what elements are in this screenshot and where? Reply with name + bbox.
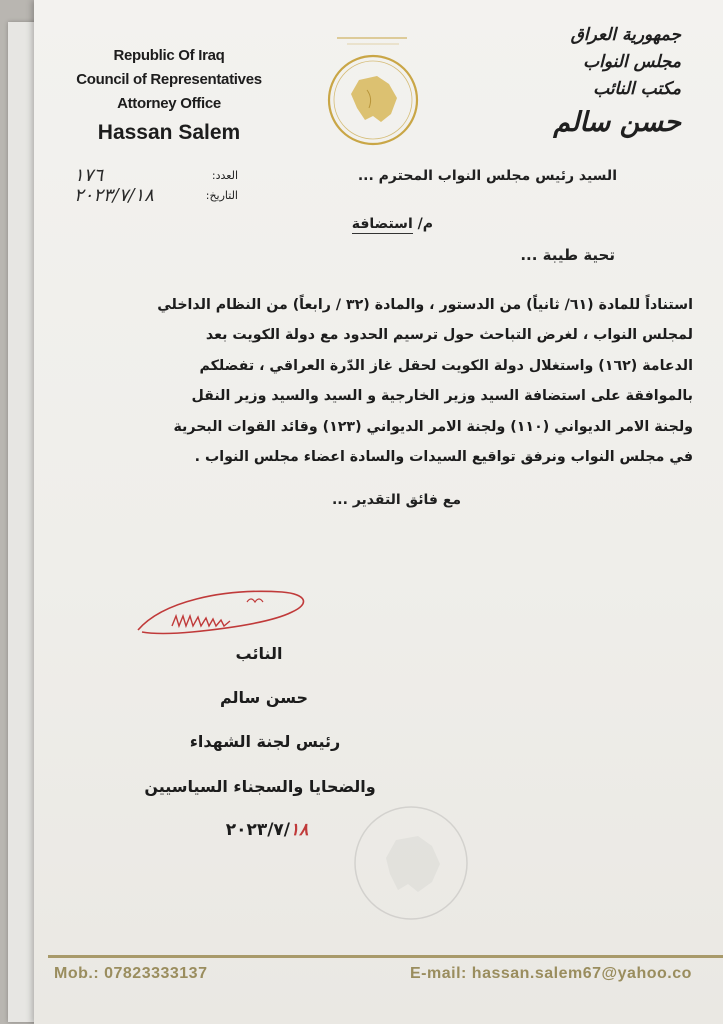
ar-office: مكتب النائب bbox=[593, 79, 681, 99]
letter-page bbox=[34, 0, 723, 1024]
footer-mobile: Mob.: 07823333137 bbox=[54, 965, 208, 982]
letter-footer bbox=[48, 963, 723, 993]
reference-block bbox=[68, 166, 238, 206]
signatory-name: حسن سالم bbox=[219, 688, 309, 707]
body-line: لمجلس النواب ، لغرض التباحث حول ترسيم الحدود مع دولة الكويت بعد bbox=[205, 327, 693, 344]
signature-date-day: ١٨ bbox=[290, 820, 309, 840]
en-member-name: Hassan Salem bbox=[97, 121, 241, 144]
letter-body bbox=[122, 290, 693, 472]
footer-email: E-mail: hassan.salem67@yahoo.co bbox=[410, 965, 692, 982]
watermark-emblem-icon bbox=[352, 804, 470, 922]
greeting-line: تحية طيبة ... bbox=[520, 246, 615, 264]
ar-member-name: حسن سالم bbox=[553, 107, 681, 138]
reference-date-label: التاريخ: bbox=[205, 189, 238, 202]
reference-date bbox=[68, 186, 238, 206]
reference-date-value: ٢٠٢٣/٧/١٨ bbox=[74, 185, 154, 206]
iraq-emblem-icon bbox=[317, 28, 427, 146]
body-line: الدعامة (١٦٢) واستغلال دولة الكويت لحقل غاز الدّرة العراقي ، تفضلكم bbox=[199, 357, 693, 374]
body-line: استناداً للمادة (٦١/ ثانياً) من الدستور ، والمادة (٣٢ / رابعاً) من النظام الداخلي bbox=[157, 297, 693, 313]
body-line: في مجلس النواب ونرفق تواقيع السيدات والسادة اعضاء مجلس النواب . bbox=[194, 449, 693, 466]
signatory-role-line1: رئيس لجنة الشهداء bbox=[189, 732, 341, 751]
subject-prefix: م/ bbox=[417, 216, 433, 232]
signatory-title: النائب bbox=[235, 644, 283, 663]
footer-divider bbox=[48, 955, 723, 958]
body-line: بالموافقة على استضافة السيد وزير الخارجية و السيد والسيد وزير النقل bbox=[191, 388, 693, 405]
addressee-line: السيد رئيس مجلس النواب المحترم ... bbox=[357, 168, 617, 184]
subject-line bbox=[352, 216, 433, 232]
body-line: ولجنة الامر الديواني (١١٠) ولجنة الامر الديواني (١٢٣) وقائد القوات البحرية bbox=[173, 418, 693, 435]
signature-date-prefix: ٢٠٢٣/٧/ bbox=[225, 820, 291, 840]
en-council: Council of Representatives bbox=[76, 71, 262, 88]
english-letterhead bbox=[64, 44, 274, 148]
signatory-role-line2: والضحايا والسجناء السياسيين bbox=[144, 777, 376, 796]
en-country: Republic Of Iraq bbox=[113, 47, 225, 64]
handwritten-signature-icon bbox=[132, 582, 317, 642]
en-office: Attorney Office bbox=[117, 95, 221, 112]
ar-country: جمهورية العراق bbox=[570, 25, 681, 45]
subject-text: استضافة bbox=[351, 216, 413, 232]
reference-number-value: ١٧٦ bbox=[74, 165, 104, 186]
reference-number-label: العدد: bbox=[211, 169, 238, 182]
arabic-letterhead bbox=[491, 22, 681, 143]
closing-line: مع فائق التقدير ... bbox=[331, 492, 461, 508]
reference-number bbox=[68, 166, 238, 186]
ar-council: مجلس النواب bbox=[583, 52, 681, 72]
signature-date bbox=[192, 820, 342, 840]
